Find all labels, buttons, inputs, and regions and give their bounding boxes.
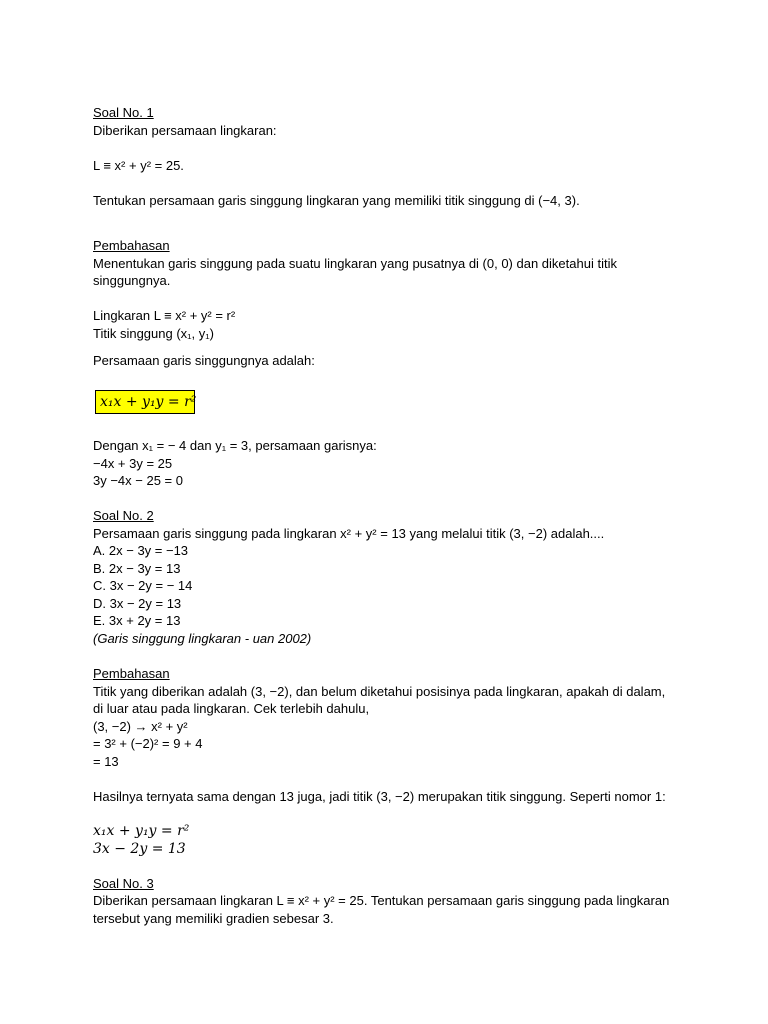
pembahasan-1-circle: Lingkaran L ≡ x² + y² = r² <box>93 308 236 323</box>
pembahasan-2-math-2: 3x − 2y = 13 <box>93 841 186 857</box>
soal-2-option-d: D. 3x − 2y = 13 <box>93 596 182 611</box>
pembahasan-2-line-5: = 13 <box>93 754 119 769</box>
pembahasan-1-line-7: −4x + 3y = 25 <box>93 456 173 471</box>
pembahasan-1-point: Titik singgung (x₁, y₁) <box>93 326 214 341</box>
soal-1-question: Tentukan persamaan garis singgung lingkaran yang memiliki titik singgung di (−4, 3). <box>93 193 580 208</box>
soal-2-source: (Garis singgung lingkaran - uan 2002) <box>93 631 312 646</box>
pembahasan-1-line-6: Dengan x₁ = − 4 dan y₁ = 3, persamaan garisnya: <box>93 438 377 453</box>
soal-2-question: Persamaan garis singgung pada lingkaran x² + y² = 13 yang melalui titik (3, −2) adalah.... <box>93 526 605 541</box>
pembahasan-2-line-6: Hasilnya ternyata sama dengan 13 juga, jadi titik (3, −2) merupakan titik singgung. Seperti nomor 1: <box>93 789 666 804</box>
pembahasan-2-math-1: x₁x + y₁y = r² <box>93 823 190 839</box>
pembahasan-2-line-4: = 3² + (−2)² = 9 + 4 <box>93 736 203 751</box>
highlighted-formula: x₁x + y₁y = r² <box>95 390 195 414</box>
pembahasan-2-line-3: (3, −2) → x² + y² <box>93 719 188 734</box>
pembahasan-1-line-5: Persamaan garis singgungnya adalah: <box>93 353 315 368</box>
soal-3-line-2: tersebut yang memiliki gradien sebesar 3. <box>93 911 334 926</box>
soal-3-line-1: Diberikan persamaan lingkaran L ≡ x² + y² = 25. Tentukan persamaan garis singgung pada lingkaran <box>93 893 670 908</box>
pembahasan-1-heading: Pembahasan <box>93 238 170 253</box>
soal-1-line-1: Diberikan persamaan lingkaran: <box>93 123 277 138</box>
soal-2-heading: Soal No. 2 <box>93 508 154 523</box>
pembahasan-2-heading: Pembahasan <box>93 666 170 681</box>
soal-2-option-c: C. 3x − 2y = − 14 <box>93 578 193 593</box>
pembahasan-2-line-2: di luar atau pada lingkaran. Cek terlebih dahulu, <box>93 701 370 716</box>
soal-2-option-b: B. 2x − 3y = 13 <box>93 561 181 576</box>
soal-2-option-e: E. 3x + 2y = 13 <box>93 613 181 628</box>
pembahasan-2-line-1: Titik yang diberikan adalah (3, −2), dan belum diketahui posisinya pada lingkaran, apakah di dalam, <box>93 684 666 699</box>
soal-1-heading: Soal No. 1 <box>93 105 154 120</box>
pembahasan-1-line-2: singgungnya. <box>93 273 171 288</box>
soal-3-heading: Soal No. 3 <box>93 876 154 891</box>
soal-2-option-a: A. 2x − 3y = −13 <box>93 543 189 558</box>
pembahasan-1-line-1: Menentukan garis singgung pada suatu lingkaran yang pusatnya di (0, 0) dan diketahui titik <box>93 256 617 271</box>
soal-1-equation: L ≡ x² + y² = 25. <box>93 158 184 173</box>
pembahasan-1-line-8: 3y −4x − 25 = 0 <box>93 473 183 488</box>
